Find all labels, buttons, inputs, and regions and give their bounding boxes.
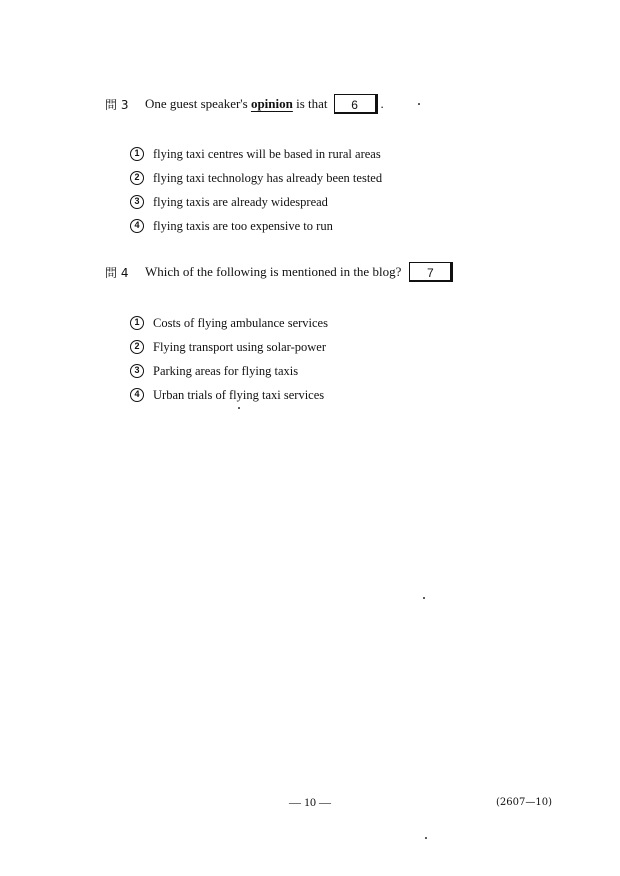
option-number-icon: 1: [130, 316, 144, 330]
question-3-number: 問 3: [105, 97, 129, 112]
option-number-icon: 4: [130, 388, 144, 402]
option-text: Urban trials of flying taxi services: [153, 387, 325, 402]
option-number-icon: 3: [130, 364, 144, 378]
question-4-options: [130, 311, 328, 407]
option-item: [130, 311, 328, 335]
option-text: flying taxis are too expensive to run: [153, 218, 333, 233]
option-number-icon: 2: [130, 340, 144, 354]
option-item: [130, 190, 382, 214]
option-item: [130, 383, 328, 407]
option-number-icon: 4: [130, 219, 144, 233]
question-3-text-before: One guest speaker's: [145, 96, 251, 111]
option-text: Flying transport using solar-power: [153, 339, 326, 354]
answer-box-7: 7: [409, 262, 453, 282]
option-item: [130, 166, 382, 190]
question-3: [105, 94, 384, 114]
option-item: [130, 359, 328, 383]
question-3-period: .: [380, 96, 384, 111]
question-3-emphasis: opinion: [250, 96, 293, 111]
scan-speck: [423, 597, 425, 599]
option-text: flying taxi centres will be based in rural areas: [153, 146, 381, 161]
option-item: [130, 214, 382, 238]
page-code: (2607—10): [496, 797, 552, 808]
page-number: — 10 —: [289, 795, 331, 809]
option-item: [130, 335, 328, 359]
option-text: Costs of flying ambulance services: [153, 315, 328, 330]
option-text: flying taxis are already widespread: [153, 194, 328, 209]
option-text: flying taxi technology has already been tested: [153, 170, 383, 185]
option-number-icon: 3: [130, 195, 144, 209]
scan-speck: [238, 407, 240, 409]
option-item: [130, 142, 382, 166]
question-3-text-after: is that: [292, 96, 328, 111]
scan-speck: [418, 103, 420, 105]
question-4: [105, 262, 453, 282]
option-number-icon: 1: [130, 147, 144, 161]
answer-box-6: 6: [334, 94, 378, 114]
scan-speck: [425, 837, 427, 839]
question-4-number: 問 4: [105, 265, 129, 280]
option-text: Parking areas for flying taxis: [153, 363, 299, 378]
question-3-options: [130, 142, 382, 238]
option-number-icon: 2: [130, 171, 144, 185]
question-4-text: Which of the following is mentioned in the blog?: [145, 264, 402, 279]
question-3-text: [145, 96, 328, 112]
